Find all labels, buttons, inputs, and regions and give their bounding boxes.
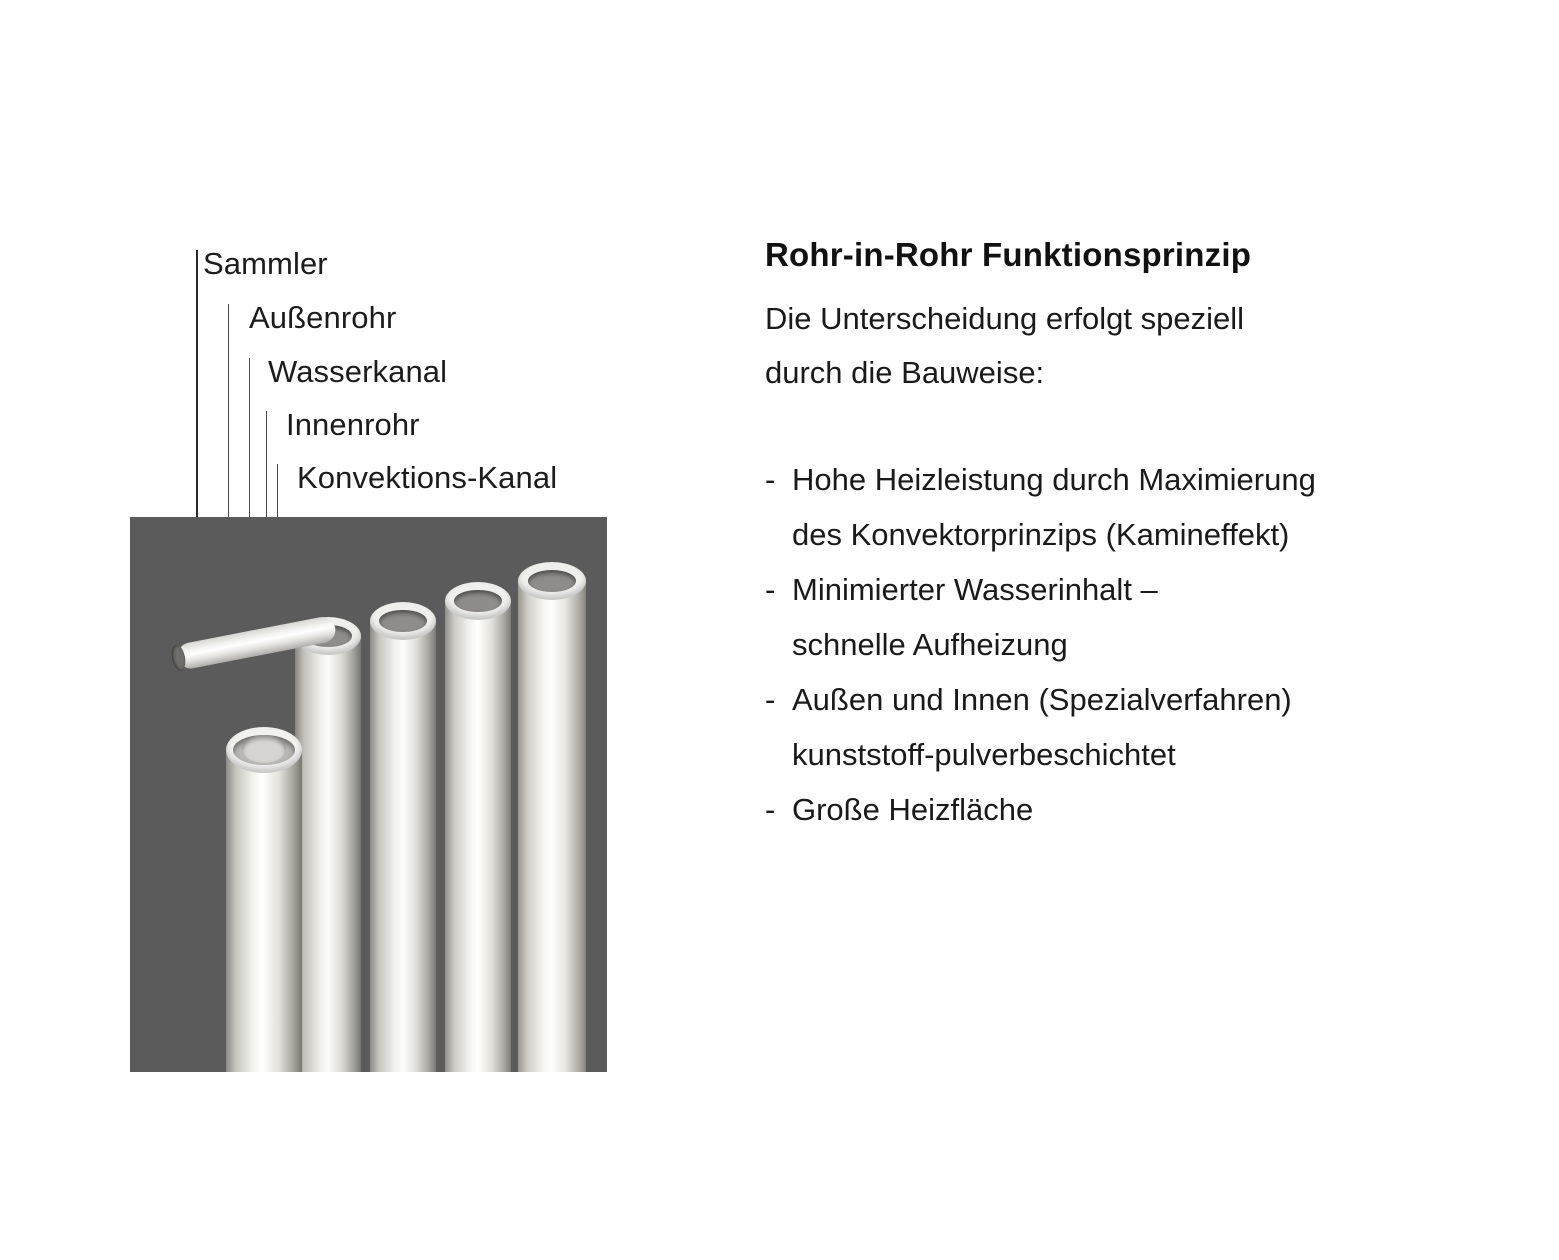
tube-front-body bbox=[226, 751, 302, 1072]
intro-line-1: Die Unterscheidung erfolgt speziell bbox=[765, 301, 1245, 336]
tube-outer-3 bbox=[445, 582, 511, 1072]
list-item bbox=[765, 782, 1465, 837]
list-item bbox=[765, 452, 1465, 562]
callout-label-wasserkanal: Wasserkanal bbox=[268, 354, 448, 389]
bullet-3-line-2: kunststoff-pulverbeschichtet bbox=[792, 737, 1176, 772]
list-item bbox=[765, 672, 1465, 782]
page-title: Rohr-in-Rohr Funktionsprinzip bbox=[765, 236, 1252, 273]
tube-front-cutaway bbox=[226, 727, 302, 1072]
bullet-indent bbox=[765, 727, 792, 782]
list-item bbox=[765, 562, 1465, 672]
bullet-1-line-2: des Konvektorprinzips (Kamineffekt) bbox=[792, 517, 1290, 552]
tube-front-outer-cap bbox=[226, 727, 302, 773]
bullet-2-line-1: Minimierter Wasserinhalt – bbox=[792, 572, 1158, 607]
feature-list bbox=[765, 452, 1465, 837]
radiator-photo bbox=[130, 517, 607, 1072]
bullet-1-line-1: Hohe Heizleistung durch Maximierung bbox=[792, 462, 1316, 497]
bullet-2-line-2: schnelle Aufheizung bbox=[792, 627, 1068, 662]
callout-label-innenrohr: Innenrohr bbox=[286, 407, 420, 442]
bullet-3-line-1: Außen und Innen (Spezialverfahren) bbox=[792, 682, 1292, 717]
tube-outer-1 bbox=[295, 617, 361, 1072]
tube-cap bbox=[518, 562, 586, 600]
tube-body bbox=[295, 635, 361, 1072]
tube-cap bbox=[370, 602, 436, 640]
tube-cap bbox=[445, 582, 511, 620]
tube-front-inner-pipe bbox=[242, 735, 286, 763]
bullet-marker: - bbox=[765, 572, 776, 607]
bullet-4-line-1: Große Heizfläche bbox=[792, 792, 1034, 827]
tube-outer-2 bbox=[370, 602, 436, 1072]
tube-body bbox=[370, 620, 436, 1072]
bullet-indent bbox=[765, 617, 792, 672]
tube-body bbox=[445, 600, 511, 1072]
intro-line-2: durch die Bauweise: bbox=[765, 355, 1045, 390]
tube-bore bbox=[454, 590, 502, 613]
bullet-marker: - bbox=[765, 682, 776, 717]
callout-label-aussenrohr: Außenrohr bbox=[249, 300, 397, 335]
tube-bore bbox=[528, 570, 577, 593]
text-panel bbox=[765, 236, 1465, 837]
tube-outer-4 bbox=[518, 562, 586, 1072]
diagram-panel bbox=[0, 0, 720, 1260]
callout-label-sammler: Sammler bbox=[203, 246, 328, 281]
bullet-marker: - bbox=[765, 792, 776, 827]
tube-body bbox=[518, 580, 586, 1072]
collector-pipe-opening bbox=[170, 644, 188, 672]
callout-label-konvektions-kanal: Konvektions-Kanal bbox=[297, 460, 558, 495]
bullet-indent bbox=[765, 507, 792, 562]
bullet-marker: - bbox=[765, 462, 776, 497]
tube-bore bbox=[379, 610, 427, 633]
